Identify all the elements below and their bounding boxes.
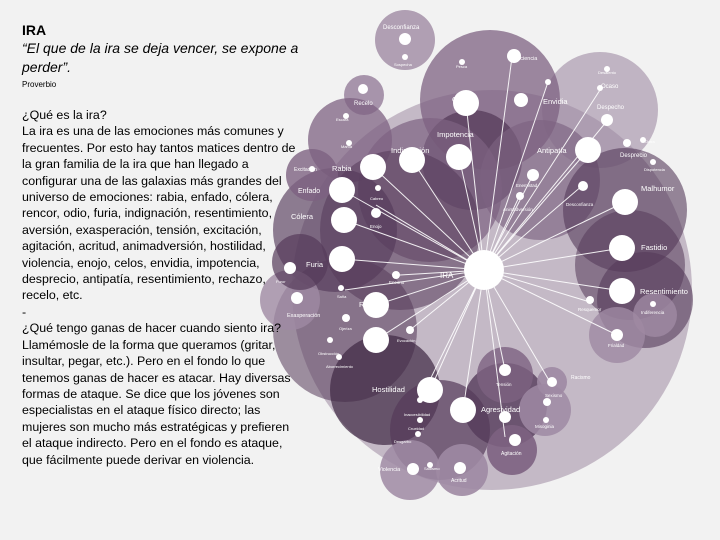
node: [450, 397, 476, 423]
node: [547, 377, 557, 387]
label-crueldad: Crueldad: [408, 426, 425, 431]
label-desconfianza-2: Desconfianza: [566, 202, 594, 207]
node: [415, 431, 421, 437]
slide-title: IRA: [22, 22, 47, 38]
label-furia: Furia: [306, 260, 324, 269]
node: [331, 207, 357, 233]
node: [509, 434, 521, 446]
spacer: [22, 91, 300, 107]
label-desconfianza: Desconfianza: [383, 25, 420, 31]
label-fastidio: Fastidio: [641, 243, 668, 252]
label-aborrecimiento: Aborrecimiento: [326, 364, 353, 369]
label-enemistad: Enemistad: [516, 183, 538, 188]
label-impaciencia: Impaciencia: [508, 56, 538, 62]
node: [543, 398, 551, 406]
quote: “El que de la ira se deja vencer, se expone a perder”.: [22, 40, 299, 75]
node: [327, 337, 333, 343]
node: [612, 189, 638, 215]
label-sana: Saña: [337, 294, 347, 299]
label-exasperacion: Exasperación: [287, 313, 321, 319]
node: [329, 246, 355, 272]
text-panel: [22, 22, 300, 468]
label-encono: Encono: [389, 280, 405, 285]
node: [417, 397, 423, 403]
node: [543, 417, 549, 423]
node: [329, 177, 355, 203]
label-recelo: Recelo: [354, 101, 373, 107]
label-sexismo: Sexismo: [545, 393, 563, 398]
label-impotencia: Impotencia: [437, 130, 474, 139]
node: [650, 301, 656, 307]
label-excitacion: Excitación: [294, 167, 317, 173]
label-violencia: Violencia: [378, 467, 401, 473]
label-agitacion: Agitación: [501, 451, 522, 457]
label-acritud: Acritud: [451, 478, 467, 484]
quote-source: Proverbio: [22, 80, 57, 89]
node: [371, 208, 381, 218]
node: [358, 84, 368, 94]
node: [392, 271, 400, 279]
label-hostilidad: Hostilidad: [372, 385, 405, 394]
node: [609, 235, 635, 261]
label-malhumor: Malhumor: [641, 184, 675, 193]
node: [360, 154, 386, 180]
node: [342, 314, 350, 322]
label-frialdad: Frialdad: [608, 343, 625, 348]
node: [399, 33, 411, 45]
label-animadversion: Animadversión: [503, 207, 533, 212]
label-despecho: Despecho: [597, 105, 625, 111]
node: [611, 329, 623, 341]
label-ojeriza: Ojeriza: [339, 326, 352, 331]
label-inaccesibilidad: Inaccesibilidad: [404, 412, 431, 417]
label-tension: Tensión: [496, 382, 512, 387]
label-racismo: Racismo: [571, 375, 591, 381]
label-antipatia: Antipatía: [537, 146, 567, 155]
label-resquemor: Resquemor: [578, 307, 602, 312]
node: [578, 181, 588, 191]
node: [402, 54, 408, 60]
label-odio: Odio: [366, 336, 382, 345]
node: [650, 159, 656, 165]
label-resentimiento: Resentimiento: [640, 287, 688, 296]
node: [338, 285, 344, 291]
label-cabreo: Cabreo: [370, 196, 384, 201]
label-enfado: Enfado: [298, 188, 321, 195]
node: [375, 185, 381, 191]
label-misoginia: Misoginia: [535, 424, 555, 429]
label-agresividad: Agresividad: [481, 405, 521, 414]
label-rencor: Rencor: [359, 300, 384, 309]
label-dispotencia: Dispotencia: [644, 167, 665, 172]
label-mania: Manía: [341, 144, 353, 149]
node: [417, 417, 423, 423]
label-sospecha: Sospecha: [394, 62, 412, 67]
node: [406, 326, 414, 334]
node: [601, 114, 613, 126]
label-escara: Escara: [336, 117, 349, 122]
label-indiferencia: Indiferencia: [641, 310, 665, 315]
node: [609, 278, 635, 304]
label-ira-center: IRA: [440, 271, 454, 280]
label-desalento: Desalento: [598, 70, 617, 75]
node: [545, 79, 551, 85]
paragraph-what-is-anger: La ira es una de las emociones más comunes y frecuentes. Por esto hay tantos matices dentro de la gran familia de la ira que han llegado a configurar una de las galaxias más grandes del universo de emociones: rabia, enfado, cólera, rencor, odio, furia, indignación, resentimiento, aversión, exasperación, tensión, excitación, agitación, acritud, animadversión, hostilidad, violencia, enojo, celos, envidia, impotencia, desprecio, antipatía, resentimiento, rechazo, recelo, etc.: [22, 124, 296, 303]
label-ostra: Ostra: [645, 139, 655, 144]
label-enojo: Enojo: [370, 224, 382, 229]
label-indignacion: Indignación: [391, 146, 430, 155]
question-what-to-do: ¿Qué tengo ganas de hacer cuando siento ira?: [22, 321, 282, 336]
question-what-is-anger: ¿Qué es la ira?: [22, 108, 107, 122]
node: [527, 169, 539, 181]
node-ira: [464, 250, 504, 290]
separator: -: [22, 304, 27, 319]
label-envidia: Envidia: [543, 97, 568, 106]
bubble: [633, 293, 677, 337]
node: [446, 144, 472, 170]
node: [407, 463, 419, 475]
node: [499, 364, 511, 376]
node: [575, 137, 601, 163]
label-desprecio: Desprecio: [620, 153, 648, 159]
label-evocacion: Evocación: [397, 338, 416, 343]
label-ocaso: Ocaso: [601, 84, 619, 90]
paragraph-what-to-do: Llamémosle de la forma que queramos (gritar, insultar, pegar, etc.). Pero en el fondo lo que tenemos ganas de hacer es atacar. Hay diversas formas de ataque. Se dice que los jóvenes son especialistas en el ataque físico directo; las mujeres son mucho más estratégicas y prefieren el ataque indirecto. Pero en el fondo es ataque, que fácilmente puede derivar en violencia.: [22, 337, 291, 467]
label-colera: Cólera: [291, 212, 314, 221]
label-celos: Celos: [452, 95, 472, 104]
bubble: [487, 425, 537, 475]
label-pesca: Pesca: [456, 64, 468, 69]
label-desgarbo: Desgarbo: [394, 439, 412, 444]
node: [454, 462, 466, 474]
label-rabia: Rabia: [332, 164, 352, 173]
label-sadismo: Sadismo: [424, 466, 440, 471]
node: [514, 93, 528, 107]
node: [623, 139, 631, 147]
node: [586, 296, 594, 304]
node: [516, 192, 524, 200]
label-furor: Furor: [276, 279, 286, 284]
label-obstruccion: Obstrucción: [318, 351, 340, 356]
